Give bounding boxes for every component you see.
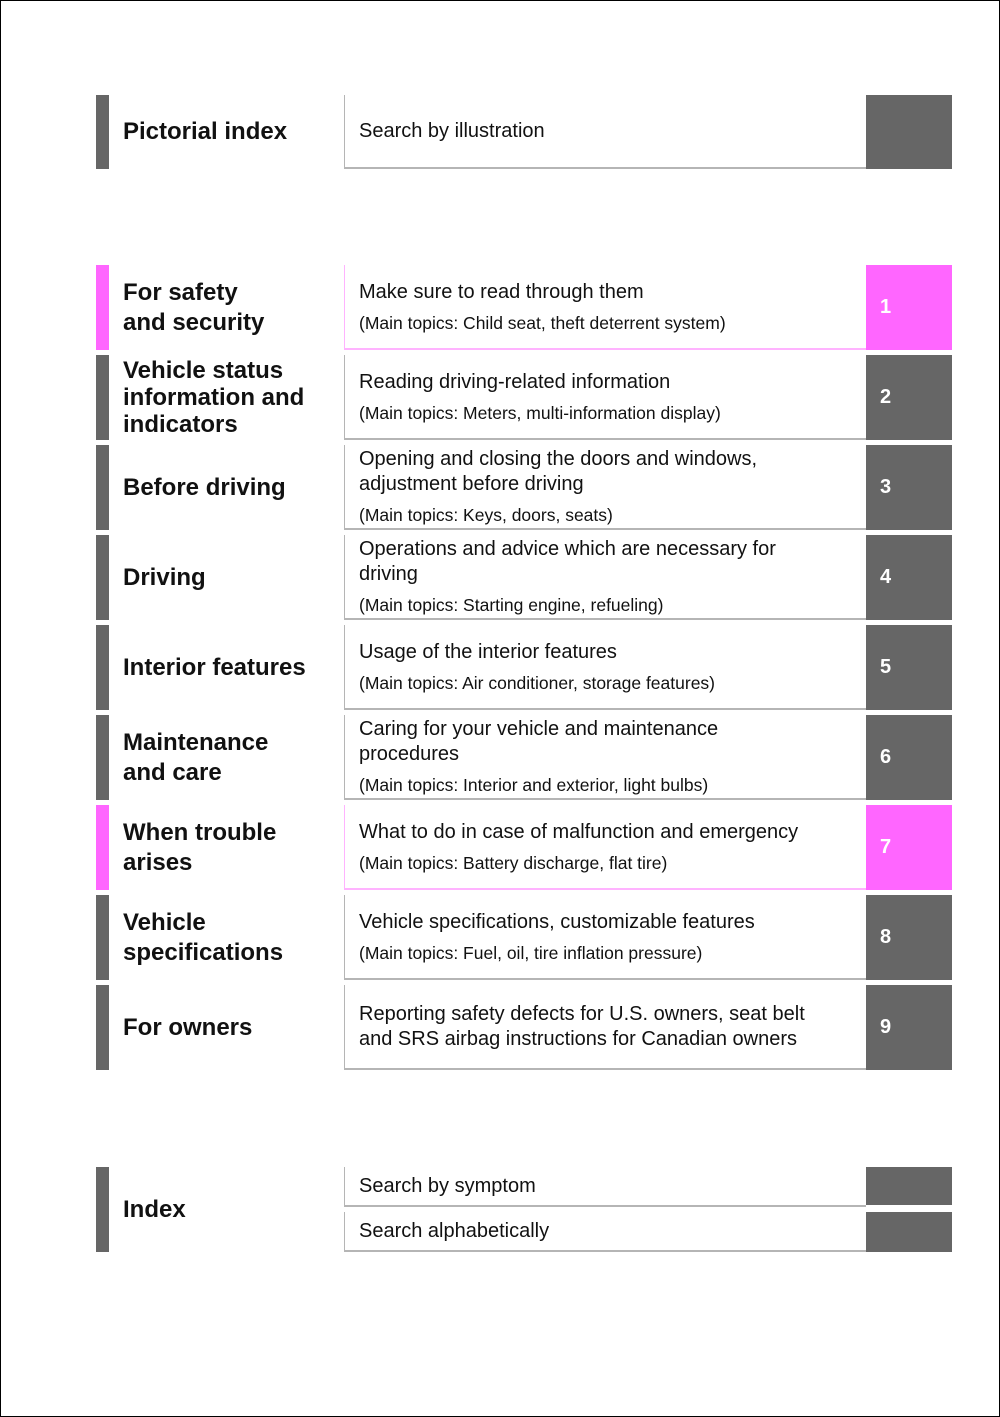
chapter-description: What to do in case of malfunction and emergency: [359, 820, 799, 843]
chapter-tab-9[interactable]: 9: [866, 985, 952, 1070]
chapter-title: Vehicle status information and indicators: [123, 357, 305, 438]
pictorial-index-section[interactable]: [1, 95, 1000, 169]
index-item-label: Search by symptom: [359, 1174, 536, 1197]
chapter-title: Maintenance and care: [123, 728, 269, 786]
section-marker-bar: [96, 985, 109, 1070]
chapter-main-topics: (Main topics: Starting engine, refueling): [359, 595, 664, 615]
chapter-main-topics: (Main topics: Interior and exterior, light bulbs): [359, 775, 709, 795]
chapter-description-box: [344, 625, 866, 710]
index-title: Index: [123, 1195, 186, 1223]
chapter-description-box: [344, 805, 866, 890]
section-marker-bar: [96, 715, 109, 800]
pictorial-index-description: Search by illustration: [359, 119, 545, 142]
chapter-title: Before driving: [123, 473, 286, 501]
chapter-tab-8[interactable]: 8: [866, 895, 952, 980]
chapter-title: Interior features: [123, 653, 306, 681]
chapter-description: Caring for your vehicle and maintenance procedures: [359, 718, 719, 765]
section-marker-bar: [96, 355, 109, 440]
chapter-tab-5[interactable]: 5: [866, 625, 952, 710]
chapter-row-6[interactable]: [1, 715, 1000, 800]
chapter-main-topics: (Main topics: Air conditioner, storage features): [359, 672, 716, 693]
chapter-description: Operations and advice which are necessary for driving: [359, 538, 776, 585]
chapter-row-8[interactable]: [1, 895, 1000, 980]
section-marker-bar: [96, 265, 109, 350]
chapter-row-1[interactable]: [1, 265, 1000, 350]
chapter-description: Reporting safety defects for U.S. owners, seat belt and SRS airbag instructions for Canadian owners: [359, 1002, 805, 1050]
chapter-description: Reading driving-related information: [359, 370, 671, 393]
chapter-tab-2[interactable]: 2: [866, 355, 952, 440]
pictorial-index-title: Pictorial index: [123, 118, 288, 145]
chapter-main-topics: (Main topics: Battery discharge, flat tire): [359, 852, 668, 873]
chapter-title: For safety and security: [123, 278, 265, 336]
section-marker-bar: [96, 1167, 109, 1252]
chapter-description-box: [344, 985, 866, 1070]
chapter-title: When trouble arises: [123, 818, 277, 876]
chapter-tab-3[interactable]: 3: [866, 445, 952, 530]
chapter-main-topics: (Main topics: Meters, multi-information display): [359, 402, 721, 423]
chapter-description-box: [344, 535, 866, 620]
chapter-description-box: [344, 445, 866, 530]
chapter-description-box: [344, 355, 866, 440]
chapter-main-topics: (Main topics: Child seat, theft deterrent system): [359, 312, 726, 333]
search-alphabetically-link[interactable]: [344, 1212, 866, 1252]
chapter-row-2[interactable]: [1, 355, 1000, 440]
index-item-label: Search alphabetically: [359, 1219, 550, 1242]
chapter-description-box: [344, 265, 866, 350]
search-alphabetically-tab[interactable]: [866, 1212, 952, 1252]
chapter-row-9[interactable]: [1, 985, 1000, 1070]
chapter-main-topics: (Main topics: Keys, doors, seats): [359, 505, 613, 525]
section-marker-bar: [96, 625, 109, 710]
chapter-title: Driving: [123, 563, 206, 591]
chapter-tab-1[interactable]: 1: [866, 265, 952, 350]
chapter-description: Usage of the interior features: [359, 640, 617, 663]
pictorial-index-description-box: [344, 95, 866, 169]
chapter-row-7[interactable]: [1, 805, 1000, 890]
chapter-title: Vehicle specifications: [123, 908, 284, 966]
section-marker-bar: [96, 95, 109, 169]
chapter-main-topics: (Main topics: Fuel, oil, tire inflation pressure): [359, 942, 703, 963]
chapter-row-4[interactable]: [1, 535, 1000, 620]
section-marker-bar: [96, 535, 109, 620]
chapter-title: For owners: [123, 1013, 253, 1041]
pictorial-index-tab[interactable]: [866, 95, 952, 169]
chapter-description-box: [344, 895, 866, 980]
chapter-description: Vehicle specifications, customizable features: [359, 910, 755, 933]
chapter-description-box: [344, 715, 866, 800]
chapter-description: Make sure to read through them: [359, 280, 644, 303]
chapter-tab-6[interactable]: 6: [866, 715, 952, 800]
chapter-row-5[interactable]: [1, 625, 1000, 710]
search-by-symptom-link[interactable]: [344, 1167, 866, 1207]
chapter-row-3[interactable]: [1, 445, 1000, 530]
section-marker-bar: [96, 895, 109, 980]
chapter-description: Opening and closing the doors and windows, adjustment before driving: [359, 448, 758, 495]
chapter-tab-4[interactable]: 4: [866, 535, 952, 620]
search-by-symptom-tab[interactable]: [866, 1167, 952, 1205]
section-marker-bar: [96, 445, 109, 530]
chapter-tab-7[interactable]: 7: [866, 805, 952, 890]
section-marker-bar: [96, 805, 109, 890]
